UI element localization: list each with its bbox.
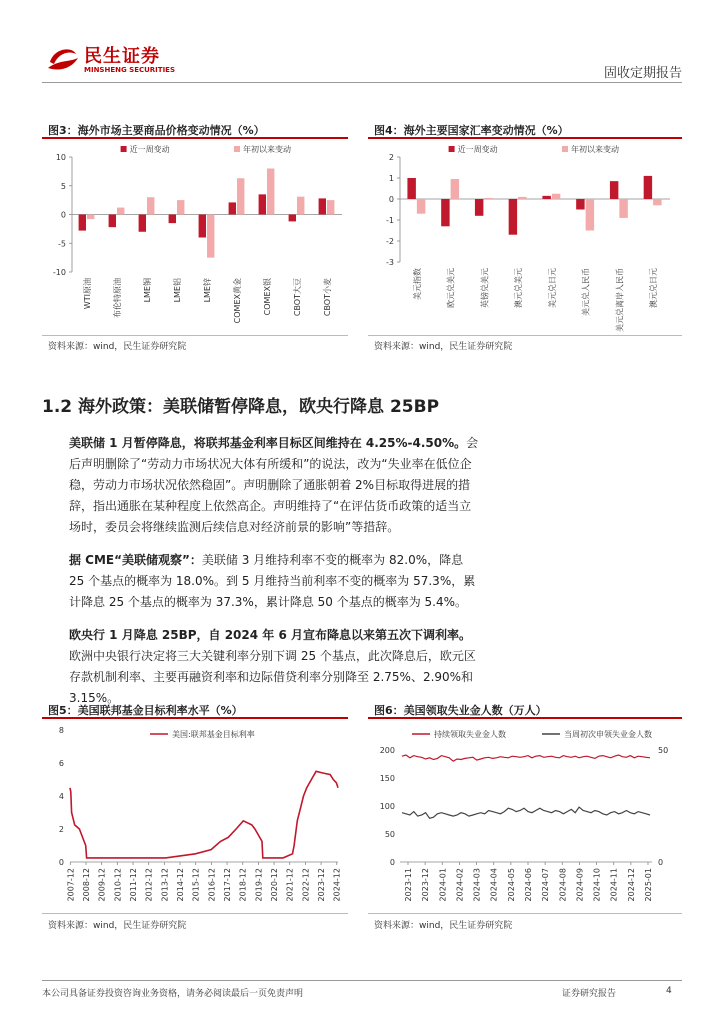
fig3-bar-ytd [147,197,154,214]
fig4-category-label: 美元兑离岸人民币 [615,268,625,332]
fig3-source-rule [42,335,348,336]
fig4-y-tick-label: -3 [386,258,394,267]
fig4-category-label: 美元兑人民币 [581,268,591,316]
fig6-x-tick-label: 2024-04 [489,868,499,902]
fig5-y-tick-label: 2 [58,825,64,834]
fig3-category-label: LME铝 [173,278,182,303]
fig3-category-label: WTI原油 [83,278,92,310]
fig3-category-label: LME铜 [143,278,152,303]
fig5-x-tick-label: 2015-12 [191,868,201,902]
fig4-category-label: 澳元兑日元 [649,268,659,308]
fig6-y-left-tick-label: 0 [389,858,395,867]
fig5-x-tick-label: 2024-12 [332,868,342,902]
fig5-x-tick-label: 2016-12 [207,868,217,902]
fig6-x-tick-label: 2024-06 [524,868,533,902]
fig6-initial-claims-line [402,807,650,818]
fig3-bar-ytd [177,200,184,214]
fig4-bar-week [407,178,415,199]
fig5-x-tick-label: 2018-12 [238,868,248,902]
fig4-category-label: 英镑兑美元 [480,268,490,308]
fig4-bar-ytd [451,179,459,199]
fig3-category-label: 布伦特原油 [113,278,122,318]
paragraph-fed-body: 会后声明删除了“劳动力市场状况大体有所缓和”的说法，改为“失业率在低位企稳，劳动力市场状况依然稳固”。声明删除了通胀朝着 2%目标取得进展的措辞，指出通胀在某种程度上依然高企。声明维持了“在评估货币政策的适当立场时，委员会将继续监测后续信息对经济前景的影响”等措辞。 [69,436,479,534]
fig3-bar-week [199,215,206,238]
fig5-legend-label: 美国:联邦基金目标利率 [172,730,255,739]
fig5-chart [42,720,348,912]
fig4-bar-ytd [619,199,627,218]
paragraph-ecb [69,625,479,709]
fig3-category-label: COMEX黄金 [233,278,242,324]
fig3-y-tick-label: -5 [58,239,66,249]
paragraph-fed-lead: 美联储 1 月暂停降息，将联邦基金利率目标区间维持在 4.25%-4.50%。 [69,436,467,450]
fig3-category-label: CBOT小麦 [323,278,332,317]
fig6-source-rule [368,913,682,914]
fig4-bar-ytd [653,199,661,205]
fig3-bar-ytd [327,200,334,214]
fig4-bar-ytd [586,199,594,231]
fig6-x-tick-label: 2024-03 [472,868,482,902]
fig6-title-rule [368,717,682,719]
fig4-y-tick-label: 1 [388,174,394,183]
paragraph-cme [69,550,479,613]
fig4-y-tick-label: 0 [388,195,394,204]
fig3-bar-week [289,215,296,222]
fig3-bar-week [259,194,266,214]
fig4-source: 资料来源：wind，民生证券研究院 [374,342,513,352]
fig3-bar-ytd [267,169,274,215]
fig5-title: 图5：美国联邦基金目标利率水平（%） [48,704,243,717]
fig3-y-tick-label: 5 [60,181,66,191]
section-heading: 1.2 海外政策：美联储暂停降息，欧央行降息 25BP [42,397,440,417]
fig5-source-rule [42,913,348,914]
fig3-bar-week [229,202,236,214]
fig4-y-tick-label: -1 [386,216,394,225]
paragraph-cme-lead: 据 CME“美联储观察”： [69,553,202,567]
fig5-x-tick-label: 2007-12 [66,868,76,902]
fig6-x-tick-label: 2024-01 [438,868,448,902]
header-divider [42,82,682,83]
fig6-continuing-claims-line [402,755,650,761]
fig4-bar-week [441,199,449,226]
fig3-bar-ytd [117,208,124,215]
fig3-bar-week [139,215,146,232]
fig6-x-tick-label: 2024-11 [609,868,619,902]
fig3-bar-ytd [87,215,94,220]
fig6-x-tick-label: 2023-12 [421,868,431,902]
fig3-y-tick-label: 10 [55,153,66,162]
fig3-category-label: CBOT大豆 [293,278,302,317]
fig5-x-tick-label: 2011-12 [129,868,139,902]
fig5-x-tick-label: 2013-12 [160,868,170,902]
fig5-y-tick-label: 4 [58,792,64,801]
fig5-x-tick-label: 2008-12 [81,868,91,902]
fig4-y-tick-label: -2 [386,237,394,246]
fig6-y-left-tick-label: 150 [379,774,395,783]
fig4-bar-ytd [484,198,492,199]
fig5-x-tick-label: 2017-12 [223,868,233,902]
fig4-bar-ytd [518,197,526,199]
fig5-x-tick-label: 2019-12 [254,868,264,902]
fig4-source-rule [368,335,682,336]
fig5-x-tick-label: 2023-12 [317,868,327,902]
fig6-y-left-tick-label: 200 [379,746,395,755]
page-number: 4 [666,986,672,996]
fig6-x-tick-label: 2024-09 [575,868,585,902]
paragraph-ecb-lead: 欧央行 1 月降息 25BP，自 2024 年 6 月宣布降息以来第五次下调利率。 [69,628,471,642]
fig4-category-label: 美元兑日元 [547,268,557,308]
fig6-y-left-tick-label: 100 [379,802,395,811]
fig4-bar-week [610,181,618,199]
fig4-legend-label: 年初以来变动 [571,145,619,154]
fig3-bar-ytd [237,178,244,214]
fig6-x-tick-label: 2024-10 [592,868,602,902]
fig3-chart [42,140,348,334]
fig3-y-tick-label: -10 [52,268,66,277]
report-type: 固收定期报告 [603,66,682,81]
fig5-title-rule [42,717,348,719]
fig4-legend-swatch [449,146,455,152]
fig5-x-tick-label: 2021-12 [285,868,295,902]
fig3-category-label: LME锌 [203,278,212,303]
fig3-title-rule [42,137,348,139]
fig3-source: 资料来源：wind，民生证券研究院 [48,342,187,352]
fig6-legend-label: 持续领取失业金人数 [434,730,506,739]
fig4-bar-ytd [417,199,425,214]
fig4-legend-swatch [562,146,568,152]
fig5-y-tick-label: 0 [58,858,64,867]
fig6-legend-label: 当周初次申领失业金人数 [564,730,652,739]
fig6-source: 资料来源：wind，民生证券研究院 [374,921,513,931]
fig6-x-tick-label: 2024-08 [558,868,568,902]
logo-text-en: MINSHENG SECURITIES [84,66,175,74]
fig3-bar-week [79,215,86,231]
fig4-bar-ytd [552,194,560,199]
fig6-chart [368,720,682,912]
fig5-x-tick-label: 2022-12 [301,868,311,902]
logo-text-cn: 民生证券 [84,46,160,67]
fig3-category-label: COMEX银 [263,278,272,316]
fig3-bar-week [319,198,326,214]
fig5-y-tick-label: 8 [58,726,64,735]
fig3-legend-swatch [121,146,127,152]
paragraph-fed [69,433,479,538]
footer-disclaimer: 本公司具备证券投资咨询业务资格，请务必阅读最后一页免责声明 [42,989,304,999]
fig4-bar-week [576,199,584,210]
fig4-title-rule [368,137,682,139]
fig4-category-label: 澳元兑美元 [514,268,524,308]
fig3-title: 图3：海外市场主要商品价格变动情况（%） [48,124,265,137]
fig3-bar-ytd [207,215,214,258]
fig6-x-tick-label: 2024-02 [455,868,465,902]
fig4-y-tick-label: 2 [388,153,394,162]
fig3-bar-week [169,215,176,224]
fig4-bar-week [644,176,652,199]
fig6-x-tick-label: 2024-12 [626,868,636,902]
logo-mark-icon [44,40,80,76]
fig3-bar-ytd [297,197,304,215]
fig5-x-tick-label: 2012-12 [144,868,154,902]
fig4-category-label: 欧元兑美元 [446,268,456,308]
fig4-category-label: 美元指数 [412,268,422,300]
footer-divider [42,980,682,981]
fig6-y-left-tick-label: 50 [384,830,395,839]
paragraph-ecb-body: 欧洲中央银行决定将三大关键利率分别下调 25 个基点，此次降息后，欧元区存款机制利率、主要再融资利率和边际借贷利率分别降至 2.75%、2.90%和 3.15%。 [69,649,476,705]
fig6-x-tick-label: 2024-07 [541,868,551,902]
fig4-title: 图4：海外主要国家汇率变动情况（%） [374,124,569,137]
fig6-x-tick-label: 2024-05 [506,868,516,902]
footer-label: 证券研究报告 [562,989,617,999]
fig6-y-right-tick-label: 0 [658,858,664,867]
fig3-y-tick-label: 0 [60,210,66,220]
brand-logo [44,40,194,80]
fig3-bar-week [109,215,116,228]
fig4-bar-week [509,199,517,235]
fig4-chart [368,140,682,334]
fig4-bar-week [542,196,550,199]
fig3-legend-swatch [234,146,240,152]
fig5-x-tick-label: 2009-12 [97,868,107,902]
fig5-y-tick-label: 6 [58,759,64,768]
fig6-x-tick-label: 2023-11 [404,868,413,902]
paragraph-cme-body: 美联储 3 月维持利率不变的概率为 82.0%，降息 25 个基点的概率为 18.0%。到 5 月维持当前利率不变的概率为 57.3%，累计降息 25 个基点的概率为 37.3%，累计降息 50 个基点的概率为 5.4%。 [69,553,476,609]
fig5-x-tick-label: 2014-12 [176,868,186,902]
fig5-series-line [70,771,338,858]
fig4-legend-label: 近一周变动 [457,145,498,154]
fig3-legend-label: 近一周变动 [129,145,170,154]
fig5-x-tick-label: 2020-12 [270,868,280,902]
fig5-source: 资料来源：wind，民生证券研究院 [48,921,187,931]
fig5-x-tick-label: 2010-12 [113,868,123,902]
fig6-x-tick-label: 2025-01 [644,868,653,902]
fig3-legend-label: 年初以来变动 [243,145,291,154]
fig6-y-right-tick-label: 50 [658,746,669,755]
fig6-title: 图6：美国领取失业金人数（万人） [374,704,547,717]
fig4-bar-week [475,199,483,216]
